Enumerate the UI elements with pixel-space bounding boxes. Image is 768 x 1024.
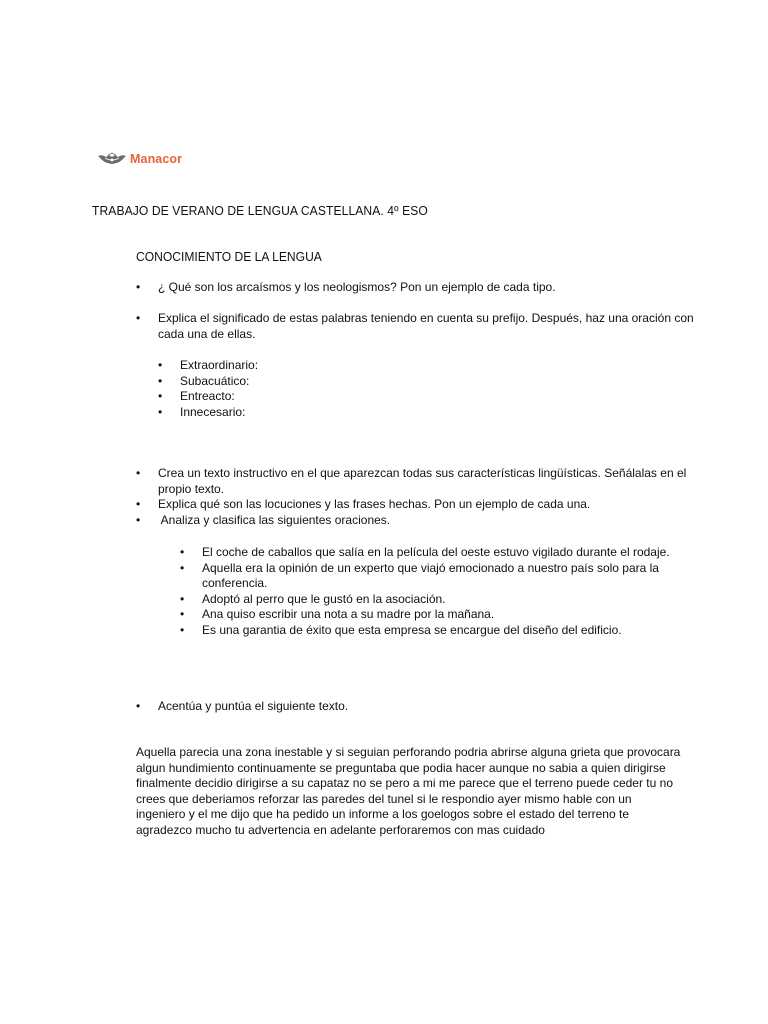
- question-text: ¿ Qué son los arcaísmos y los neologismos? Pon un ejemplo de cada tipo.: [158, 280, 556, 294]
- bullet: •: [158, 358, 163, 372]
- sentence-list: [180, 545, 690, 638]
- bullet: •: [180, 622, 185, 637]
- sentence-text: Ana quiso escribir una nota a su madre por la mañana.: [202, 607, 495, 621]
- bullet: •: [136, 512, 141, 527]
- bullet: •: [136, 311, 141, 325]
- list-item: [180, 607, 690, 623]
- question-list-3: [136, 466, 696, 528]
- list-item: [180, 623, 690, 639]
- word-text: Extraordinario:: [180, 358, 259, 372]
- list-item: [158, 358, 458, 374]
- manacor-logo: [97, 149, 182, 169]
- word-list: [158, 358, 458, 420]
- list-item: [136, 311, 696, 342]
- bullet: •: [180, 607, 185, 621]
- list-item: [136, 280, 696, 296]
- word-text: Innecesario:: [180, 404, 246, 419]
- sentence-text: El coche de caballos que salía en la película del oeste estuvo vigilado durante el rodaje.: [202, 545, 670, 559]
- logo-text: Manacor: [130, 152, 183, 166]
- word-text: Subacuático:: [180, 373, 250, 388]
- list-item: [158, 405, 458, 421]
- list-item: [158, 389, 458, 405]
- passage-text: Aquella parecia una zona inestable y si seguian perforando podria abrirse alguna grieta que provocara algun hundimiento continuamente se preguntaba que podia hacer aunque no sabia a quien dirigirse finalmente decidio dirigirse a su capataz no se pero a mi me parece que el terreno puede ceder tu no crees que deberiamos reforzar las paredes del tunel si le respondio ayer mismo hable con un ingeniero y el me dijo que ha pedido un informe a los goelogos sobre el estado del terreno te agradezco mucho tu advertencia en adelante perforaremos con mas cuidado: [136, 745, 681, 837]
- list-item: [136, 699, 696, 715]
- document-title: TRABAJO DE VERANO DE LENGUA CASTELLANA. 4º ESO: [92, 203, 428, 218]
- question-list-1: [136, 280, 696, 296]
- question-list-4: [136, 699, 696, 715]
- bullet: •: [158, 404, 163, 419]
- list-item: [158, 374, 458, 390]
- bullet: •: [180, 591, 185, 606]
- bullet: •: [180, 545, 185, 559]
- question-text: Analiza y clasifica las siguientes oraciones.: [158, 512, 391, 527]
- bullet: •: [136, 280, 141, 294]
- word-text: Entreacto:: [180, 389, 235, 403]
- bullet: •: [180, 560, 185, 575]
- bullet: •: [136, 466, 141, 480]
- question-text: Explica qué son las locuciones y las frases hechas. Pon un ejemplo de cada una.: [158, 497, 591, 511]
- bullet: •: [136, 699, 141, 713]
- section-title: CONOCIMIENTO DE LA LENGUA: [136, 249, 322, 264]
- question-text: Acentúa y puntúa el siguiente texto.: [158, 699, 349, 713]
- bullet: •: [158, 389, 163, 403]
- list-item: [180, 561, 690, 592]
- sentence-text: Aquella era la opinión de un experto que viajó emocionado a nuestro país solo para la conferencia.: [202, 560, 659, 590]
- list-item: [180, 592, 690, 608]
- list-item: [136, 513, 696, 529]
- list-item: [180, 545, 690, 561]
- sentence-text: Adoptó al perro que le gustó en la asociación.: [202, 591, 446, 606]
- question-list-2: [136, 311, 696, 342]
- sentence-text: Es una garantia de éxito que esta empresa se encargue del diseño del edificio.: [202, 622, 622, 637]
- crest-icon: [97, 152, 127, 166]
- bullet: •: [136, 497, 141, 511]
- question-text: Crea un texto instructivo en el que aparezcan todas sus características lingüísticas. Señálalas en el propio texto.: [158, 466, 687, 496]
- list-item: [136, 466, 696, 497]
- bullet: •: [158, 373, 163, 388]
- question-text: Explica el significado de estas palabras teniendo en cuenta su prefijo. Después, haz una oración con cada una de ellas.: [158, 311, 694, 341]
- list-item: [136, 497, 696, 513]
